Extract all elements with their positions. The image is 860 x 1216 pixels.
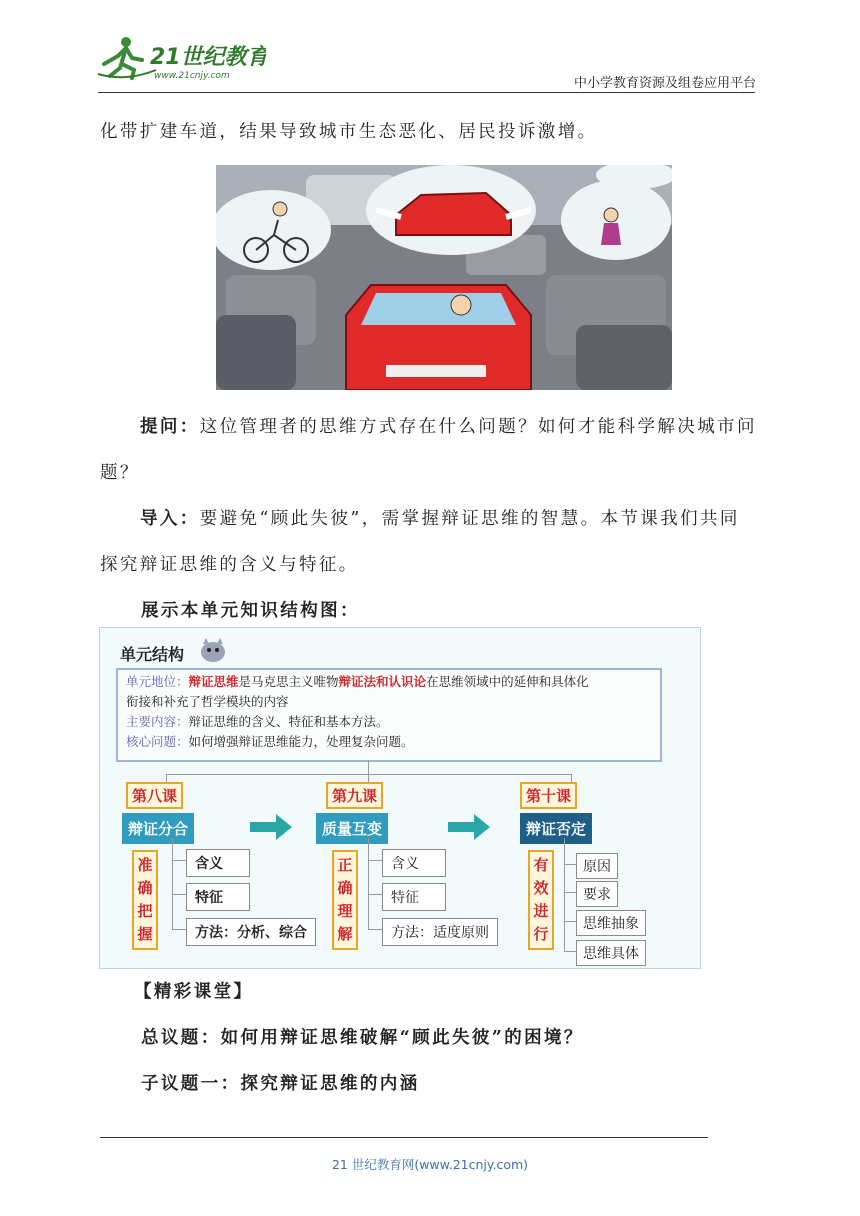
unit-position-line [126,672,652,692]
position-red-term2: 辩证法和认识论 [338,674,427,689]
lesson-10-topic: 辩证否定 [520,813,592,844]
unit-position-line2: 衔接和补充了哲学模块的内容 [126,694,289,709]
lesson-9-topic: 质量互变 [316,813,388,844]
unit-structure-diagram [99,627,701,969]
logo-url: www.21cnjy.com [154,71,230,81]
lesson-10-item: 原因 [576,853,618,879]
position-label: 单元地位： [126,674,189,689]
branch-tick [172,894,186,895]
question-text-line2: 题？ [100,463,140,483]
vertical-char: 解 [337,925,353,943]
position-tail: 在思维领域中的延伸和具体化 [426,674,589,689]
arrow-right-icon [250,814,294,844]
vertical-char: 理 [337,902,353,920]
main-content-line [126,712,652,732]
vertical-char: 握 [137,925,153,943]
diagram-title: 单元结构 [120,645,185,664]
vertical-char: 准 [137,856,153,874]
question-paragraph [100,415,760,439]
vertical-char: 行 [533,925,549,943]
branch-tick [368,860,382,861]
tree-connector-stem [368,760,369,784]
core-question-text: 如何增强辩证思维能力，处理复杂问题。 [188,734,414,749]
structure-heading: 展示本单元知识结构图： [141,601,360,621]
lesson-8-item: 含义 [186,849,250,877]
position-red-term1: 辩证思维 [188,674,239,689]
branch-tick [564,951,576,952]
lesson-9-vertical [332,850,358,950]
lesson-9-item: 特征 [382,883,446,911]
vertical-char: 把 [137,902,153,920]
position-mid: 是马克思主义唯物 [238,674,339,689]
lesson-9-item: 方法：适度原则 [382,918,498,946]
footer-divider [100,1137,708,1138]
branch-tick [564,892,576,893]
header-divider [98,92,755,93]
platform-name: 中小学教育资源及组卷应用平台 [573,76,756,91]
main-topic: 总议题：如何用辩证思维破解“顾此失彼”的困境？ [141,1028,584,1048]
vertical-char: 确 [337,879,353,897]
paragraph-line1: 化带扩建车道，结果导致城市生态恶化、居民投诉激增。 [100,122,598,142]
lesson-8-label: 第八课 [126,782,183,809]
lesson-10-item: 要求 [576,881,618,907]
vertical-char: 正 [337,856,353,874]
main-content-label: 主要内容： [126,714,189,729]
branch-tick [564,921,576,922]
branch-tick [368,929,382,930]
arrow-right-icon [448,814,492,844]
traffic-cartoon-image [216,165,672,390]
lesson-10-item: 思维具体 [576,940,646,966]
lesson-8-vertical [132,850,158,950]
intro-text: 要避免“顾此失彼”，需掌握辩证思维的智慧。本节课我们共同 [199,509,740,529]
site-logo [96,34,266,82]
lesson-10-label: 第十课 [520,782,577,809]
vertical-char: 进 [533,902,549,920]
lesson-9-branch [368,838,383,930]
intro-label: 导入： [140,509,200,529]
lesson-9-item: 含义 [382,849,446,877]
lesson-10-vertical [528,850,554,950]
question-text: 这位管理者的思维方式存在什么问题？如何才能科学解决城市问 [199,417,757,437]
sub-topic: 子议题一：探究辩证思维的内涵 [141,1074,420,1094]
cartoon-cat-icon [198,636,228,668]
lesson-8-item: 特征 [186,883,250,911]
section-tag: 【精彩课堂】 [134,982,254,1002]
branch-tick [564,864,576,865]
intro-text-line2: 探究辩证思维的含义与特征。 [100,555,359,575]
vertical-char: 确 [137,879,153,897]
intro-paragraph [100,507,760,531]
vertical-char: 有 [533,856,549,874]
unit-summary-box [116,668,662,762]
lesson-10-item: 思维抽象 [576,910,646,936]
lesson-8-topic: 辩证分合 [122,813,194,844]
core-question-label: 核心问题： [126,734,189,749]
lesson-9-label: 第九课 [326,782,383,809]
branch-tick [172,860,186,861]
main-content-text: 辩证思维的含义、特征和基本方法。 [188,714,389,729]
footer-text: 21 世纪教育网(www.21cnjy.com) [331,1157,529,1172]
runner-icon [98,37,156,78]
lesson-8-item: 方法：分析、综合 [186,918,316,946]
logo-text: 21世纪教育 [150,45,266,70]
branch-tick [368,894,382,895]
lesson-8-branch [172,838,187,930]
core-question-line [126,732,652,752]
vertical-char: 效 [533,879,549,897]
branch-tick [172,929,186,930]
question-label: 提问： [140,417,200,437]
